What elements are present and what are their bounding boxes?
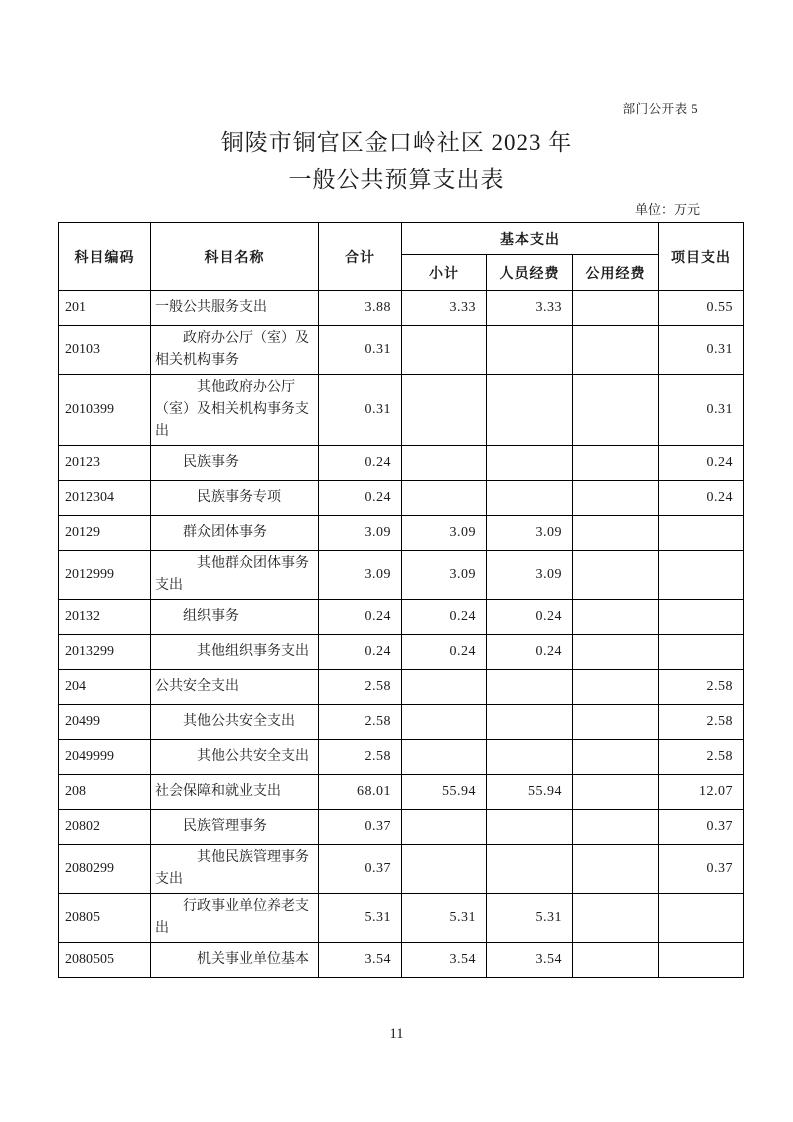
header-col-subtotal: 小计 [402, 255, 487, 291]
cell-subtotal: 3.09 [402, 551, 487, 600]
cell-subtotal [402, 810, 487, 845]
cell-subtotal [402, 670, 487, 705]
cell-public [573, 551, 659, 600]
table-row [59, 551, 744, 600]
unit-note: 单位：万元 [634, 202, 700, 217]
cell-subtotal [402, 845, 487, 894]
cell-personnel: 5.31 [487, 894, 573, 943]
cell-project [659, 635, 744, 670]
page-title [0, 124, 793, 198]
cell-total: 0.24 [319, 600, 402, 635]
cell-name: 其他组织事务支出 [151, 635, 319, 670]
header-col-total: 合计 [319, 223, 402, 291]
cell-code: 20123 [59, 446, 151, 481]
cell-total: 0.24 [319, 481, 402, 516]
cell-subtotal [402, 446, 487, 481]
cell-public [573, 481, 659, 516]
cell-code: 2013299 [59, 635, 151, 670]
cell-personnel [487, 481, 573, 516]
cell-total: 5.31 [319, 894, 402, 943]
cell-total: 3.09 [319, 551, 402, 600]
table-row [59, 845, 744, 894]
cell-name: 民族管理事务 [151, 810, 319, 845]
cell-name: 其他群众团体事务支出 [151, 551, 319, 600]
cell-public [573, 894, 659, 943]
cell-public [573, 670, 659, 705]
cell-public [573, 600, 659, 635]
table-row [59, 705, 744, 740]
cell-project: 0.31 [659, 375, 744, 446]
table-header [59, 223, 744, 291]
cell-code: 20802 [59, 810, 151, 845]
cell-name: 民族事务专项 [151, 481, 319, 516]
cell-personnel [487, 810, 573, 845]
cell-code: 20499 [59, 705, 151, 740]
cell-subtotal [402, 481, 487, 516]
cell-public [573, 446, 659, 481]
cell-personnel: 3.33 [487, 291, 573, 326]
table-row [59, 635, 744, 670]
cell-subtotal [402, 705, 487, 740]
cell-personnel: 3.09 [487, 551, 573, 600]
page-title-line1: 铜陵市铜官区金口岭社区 2023 年 [220, 130, 573, 155]
cell-total: 2.58 [319, 740, 402, 775]
cell-public [573, 635, 659, 670]
page-number: 11 [389, 1026, 404, 1042]
cell-public [573, 740, 659, 775]
cell-public [573, 326, 659, 375]
cell-personnel: 3.54 [487, 943, 573, 978]
header-col-project: 项目支出 [659, 223, 744, 291]
cell-personnel [487, 670, 573, 705]
cell-personnel: 3.09 [487, 516, 573, 551]
cell-personnel [487, 326, 573, 375]
header-col-name: 科目名称 [151, 223, 319, 291]
table-row [59, 943, 744, 978]
cell-code: 20805 [59, 894, 151, 943]
cell-code: 204 [59, 670, 151, 705]
table-body [59, 291, 744, 978]
cell-public [573, 845, 659, 894]
cell-name: 机关事业单位基本 [151, 943, 319, 978]
cell-subtotal: 3.33 [402, 291, 487, 326]
cell-project [659, 943, 744, 978]
cell-name: 其他政府办公厅（室）及相关机构事务支出 [151, 375, 319, 446]
cell-total: 3.09 [319, 516, 402, 551]
cell-total: 0.24 [319, 635, 402, 670]
cell-subtotal: 0.24 [402, 635, 487, 670]
page-title-line2: 一般公共预算支出表 [288, 167, 505, 192]
cell-project: 12.07 [659, 775, 744, 810]
cell-personnel: 55.94 [487, 775, 573, 810]
cell-code: 2080299 [59, 845, 151, 894]
table-row [59, 894, 744, 943]
cell-public [573, 291, 659, 326]
cell-name: 行政事业单位养老支出 [151, 894, 319, 943]
cell-project: 0.31 [659, 326, 744, 375]
cell-total: 0.37 [319, 845, 402, 894]
cell-subtotal [402, 375, 487, 446]
cell-public [573, 516, 659, 551]
table-row [59, 291, 744, 326]
cell-name: 其他公共安全支出 [151, 705, 319, 740]
cell-total: 0.37 [319, 810, 402, 845]
cell-total: 0.24 [319, 446, 402, 481]
cell-code: 2012304 [59, 481, 151, 516]
cell-public [573, 943, 659, 978]
cell-total: 2.58 [319, 670, 402, 705]
cell-project: 2.58 [659, 670, 744, 705]
table-row [59, 516, 744, 551]
budget-table [58, 222, 744, 978]
header-col-public: 公用经费 [573, 255, 659, 291]
cell-total: 3.88 [319, 291, 402, 326]
header-col-code: 科目编码 [59, 223, 151, 291]
header-col-personnel: 人员经费 [487, 255, 573, 291]
cell-project [659, 600, 744, 635]
cell-project: 2.58 [659, 740, 744, 775]
cell-project [659, 551, 744, 600]
table-row [59, 446, 744, 481]
cell-personnel: 0.24 [487, 635, 573, 670]
cell-subtotal [402, 326, 487, 375]
cell-personnel [487, 740, 573, 775]
cell-total: 0.31 [319, 326, 402, 375]
cell-total: 0.31 [319, 375, 402, 446]
cell-project: 0.24 [659, 481, 744, 516]
table-row [59, 600, 744, 635]
cell-personnel [487, 446, 573, 481]
cell-project: 2.58 [659, 705, 744, 740]
cell-name: 其他公共安全支出 [151, 740, 319, 775]
cell-project [659, 894, 744, 943]
cell-name: 民族事务 [151, 446, 319, 481]
cell-project [659, 516, 744, 551]
cell-public [573, 810, 659, 845]
cell-personnel: 0.24 [487, 600, 573, 635]
cell-subtotal: 3.54 [402, 943, 487, 978]
cell-name: 一般公共服务支出 [151, 291, 319, 326]
table-row [59, 775, 744, 810]
cell-project: 0.55 [659, 291, 744, 326]
cell-name: 其他民族管理事务支出 [151, 845, 319, 894]
cell-project: 0.37 [659, 845, 744, 894]
cell-name: 组织事务 [151, 600, 319, 635]
cell-public [573, 775, 659, 810]
table-row [59, 326, 744, 375]
cell-code: 2080505 [59, 943, 151, 978]
cell-name: 公共安全支出 [151, 670, 319, 705]
cell-code: 2010399 [59, 375, 151, 446]
cell-subtotal: 55.94 [402, 775, 487, 810]
corner-label: 部门公开表 5 [622, 102, 698, 116]
cell-name: 群众团体事务 [151, 516, 319, 551]
cell-subtotal: 0.24 [402, 600, 487, 635]
header-row-1 [59, 223, 744, 255]
cell-code: 2049999 [59, 740, 151, 775]
cell-total: 3.54 [319, 943, 402, 978]
cell-total: 2.58 [319, 705, 402, 740]
cell-code: 2012999 [59, 551, 151, 600]
cell-subtotal: 3.09 [402, 516, 487, 551]
cell-total: 68.01 [319, 775, 402, 810]
cell-project: 0.37 [659, 810, 744, 845]
cell-code: 20103 [59, 326, 151, 375]
cell-personnel [487, 375, 573, 446]
table-row [59, 740, 744, 775]
cell-code: 20132 [59, 600, 151, 635]
cell-personnel [487, 705, 573, 740]
cell-code: 208 [59, 775, 151, 810]
cell-public [573, 705, 659, 740]
cell-code: 20129 [59, 516, 151, 551]
cell-name: 政府办公厅（室）及相关机构事务 [151, 326, 319, 375]
header-group-basic: 基本支出 [402, 223, 659, 255]
cell-name: 社会保障和就业支出 [151, 775, 319, 810]
table-row [59, 481, 744, 516]
table-row [59, 670, 744, 705]
cell-code: 201 [59, 291, 151, 326]
table-row [59, 375, 744, 446]
table-row [59, 810, 744, 845]
cell-public [573, 375, 659, 446]
cell-subtotal [402, 740, 487, 775]
cell-personnel [487, 845, 573, 894]
cell-project: 0.24 [659, 446, 744, 481]
cell-subtotal: 5.31 [402, 894, 487, 943]
